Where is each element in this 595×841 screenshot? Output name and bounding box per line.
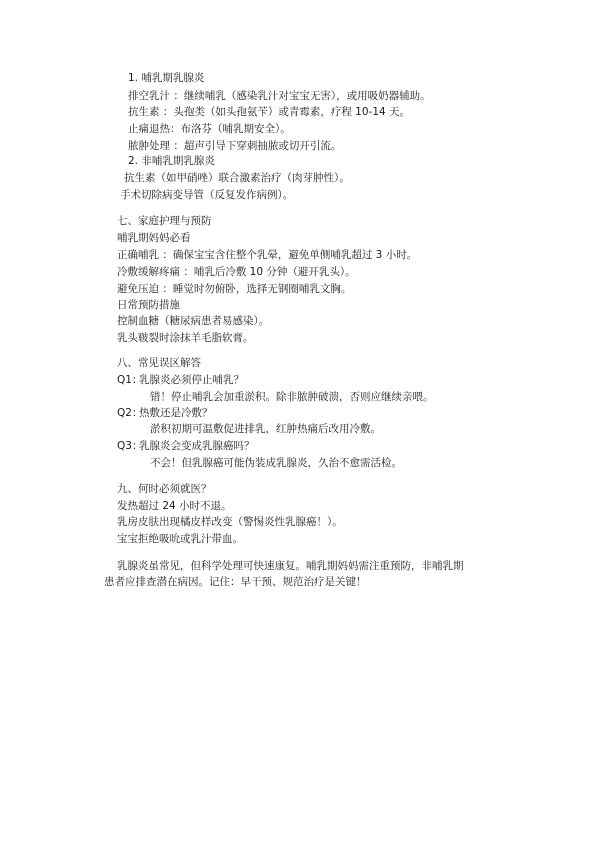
correct-feeding-item: 正确哺乳 ：确保宝宝含住整个乳晕，避免单侧哺乳超过 3 小时。 — [117, 249, 418, 261]
subsection-title-daily-prevention: 日常预防措施 — [117, 299, 180, 311]
q1-question: 乳腺炎必须停止哺乳？ — [139, 374, 244, 386]
section-title-home-care: 七、家庭护理与预防 — [117, 215, 212, 227]
q3-question: 乳腺炎会变成乳腺癌吗？ — [139, 440, 255, 452]
analgesic-item: 止痛退热：布洛芬（哺乳期安全）。 — [128, 123, 291, 135]
subsection-title-nursing-moms: 哺乳期妈妈必看 — [117, 232, 191, 244]
blood-sugar-item: 控制血糖（糖尿病患者易感染）。 — [117, 315, 270, 327]
section-title-when-to-see-doctor: 九、何时必须就医？ — [117, 483, 212, 495]
surgery-item: 手术切除病变导管（反复发作病例）。 — [120, 189, 294, 201]
baby-refuse-item: 宝宝拒绝吸吮或乳汁带血。 — [117, 533, 243, 545]
section-title-myths: 八、常见误区解答 — [117, 357, 201, 369]
antibiotic-steroid-item: 抗生素（如甲硝唑）联合激素治疗（肉芽肿性）。 — [124, 172, 350, 184]
subsection-title-lactational: 1. 哺乳期乳腺炎 — [128, 72, 205, 84]
skin-change-item: 乳房皮肤出现橘皮样改变（警惕炎性乳腺癌！）。 — [117, 516, 343, 528]
q2-label: Q2： — [117, 407, 143, 419]
conclusion-line-1: 乳腺炎虽常见，但科学处理可快速康复。哺乳期妈妈需注重预防，非哺乳期 — [117, 560, 464, 572]
q2-answer: 淤积初期可温敷促进排乳，红肿热痛后改用冷敷。 — [150, 423, 381, 435]
lanolin-item: 乳头皲裂时涂抹羊毛脂软膏。 — [117, 332, 254, 344]
cold-compress-item: 冷敷缓解疼痛 ：哺乳后冷敷 10 分钟（避开乳头）。 — [117, 266, 356, 278]
abscess-item: 脓肿处理 ：超声引导下穿刺抽脓或切开引流。 — [128, 140, 342, 152]
drain-milk-item: 排空乳汁 ：继续哺乳（感染乳汁对宝宝无害），或用吸奶器辅助。 — [128, 90, 431, 102]
conclusion-line-2: 患者应排查潜在病因。记住：早干预、规范治疗是关键！ — [104, 576, 367, 588]
fever-item: 发热超过 24 小时不退。 — [117, 500, 232, 512]
q1-answer: 错！停止哺乳会加重淤积。除非脓肿破溃，否则应继续亲喂。 — [150, 391, 434, 403]
q3-label: Q3： — [117, 440, 143, 452]
q1-label: Q1： — [117, 374, 143, 386]
antibiotic-item: 抗生素 ：头孢类（如头孢氨苄）或青霉素，疗程 10-14 天。 — [128, 106, 411, 118]
subsection-title-non-lactational: 2. 非哺乳期乳腺炎 — [128, 155, 215, 167]
q2-question: 热敷还是冷敷？ — [139, 407, 213, 419]
q3-answer: 不会！但乳腺癌可能伪装成乳腺炎，久治不愈需活检。 — [150, 457, 402, 469]
avoid-pressure-item: 避免压迫 ：睡觉时勿俯卧，选择无钢圈哺乳文胸。 — [117, 283, 352, 295]
